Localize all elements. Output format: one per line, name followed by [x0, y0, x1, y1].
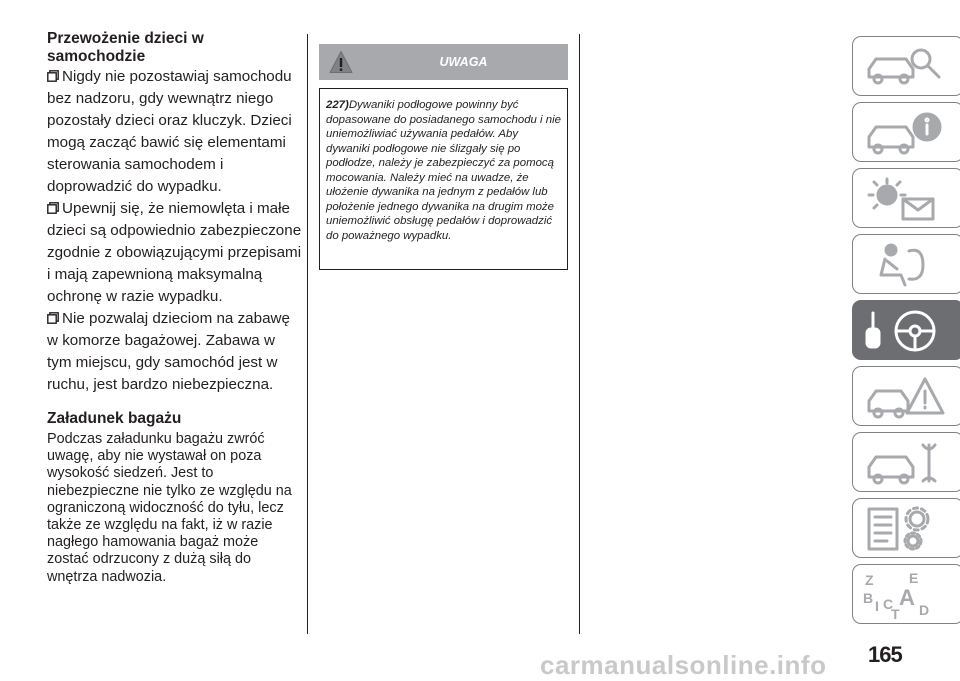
bullet-paragraph-2 [47, 198, 302, 308]
tab-car-info[interactable] [852, 102, 960, 162]
left-column [47, 30, 302, 586]
luggage-paragraph: Podczas załadunku bagażu zwróć uwagę, aby nie wystawał on poza wysokość siedzeń. Jest to niebezpieczne nie tylko ze względu na ograniczoną widoczność do tyłu, lecz także ze względu na fakt, iż w razie nagłego hamowania bagaż może zostać odrzucony z dużą siłą do wnętrza nadwozia. [47, 431, 292, 585]
warning-triangle-icon [329, 50, 353, 74]
checkbox-bullet-icon [47, 312, 59, 324]
car-magnifier-icon [861, 43, 953, 91]
warning-light-envelope-icon [861, 175, 953, 223]
tab-warning-lights[interactable] [852, 168, 960, 228]
bullet-text-3: Nie pozwalaj dzieciom na zabawę w komorze bagażowej. Zabawa w tym miejscu, gdy samochód jest w ruchu, jest bardzo niebezpieczna. [47, 310, 290, 393]
page-number: 165 [868, 642, 902, 667]
index-letter: E [909, 571, 919, 586]
tab-knowing-car[interactable] [852, 36, 960, 96]
tab-safety[interactable] [852, 234, 960, 294]
bullet-text-2: Upewnij się, że niemowlęta i małe dzieci są odpowiednio zabezpieczone zgodnie z obowiązującymi przepisami i mają zapewnioną maksymalną ochronę w razie wypadku. [47, 200, 302, 305]
bullet-paragraph-3 [47, 308, 302, 396]
car-wrench-icon [861, 439, 953, 487]
index-letter: C [883, 596, 894, 612]
warning-text [326, 98, 564, 243]
warning-number: 227) [326, 99, 349, 111]
tab-maintenance[interactable] [852, 432, 960, 492]
index-letter: B [863, 590, 874, 606]
index-letter: I [875, 598, 879, 614]
warning-body: Dywaniki podłogowe powinny być dopasowane do posiadanego samochodu i nie uniemożliwiać używania pedałów. Aby dywaniki podłogowe nie ślizgały się po podłodze, należy je zabezpieczyć za pomocą mocowania. Należy mieć na uwadze, że ułożenie dywanika na jednym z pedałów lub położenie jednego dywanika na drugim może uniemożliwić obsługę pedałów i doprowadzić do poważnego wypadku. [326, 99, 561, 242]
tab-index[interactable] [852, 564, 960, 624]
seat-airbag-icon [861, 241, 953, 289]
tab-starting-driving[interactable] [852, 300, 960, 360]
column-divider-left [307, 34, 308, 634]
section-title-luggage: Załadunek bagażu [47, 410, 182, 427]
index-letter: A [899, 585, 915, 610]
specs-gear-icon [861, 505, 953, 553]
warning-title: UWAGA [439, 55, 488, 69]
tab-emergency[interactable] [852, 366, 960, 426]
bullet-paragraph-1 [47, 66, 302, 198]
checkbox-bullet-icon [47, 70, 59, 82]
alphabet-index-icon [861, 571, 953, 619]
tab-technical-data[interactable] [852, 498, 960, 558]
index-letter: D [919, 602, 930, 618]
index-letter: T [891, 606, 900, 619]
bullet-text-1: Nigdy nie pozostawiaj samochodu bez nadzoru, gdy wewnątrz niego pozostały dzieci oraz kluczyk. Dzieci mogą zacząć bawić się elementami sterowania samochodem i doprowadzić do wypadku. [47, 68, 292, 195]
key-steering-wheel-icon [861, 307, 953, 355]
column-divider-right [579, 34, 580, 634]
warning-header [319, 44, 568, 80]
checkbox-bullet-icon [47, 202, 59, 214]
watermark-text: carmanualsonline.info [540, 650, 827, 680]
section-title-children: Przewożenie dzieci w samochodzie [47, 30, 204, 65]
index-letter: Z [865, 572, 874, 588]
warning-box [319, 88, 568, 270]
car-info-icon [861, 109, 953, 157]
road-warning-icon [861, 373, 953, 421]
